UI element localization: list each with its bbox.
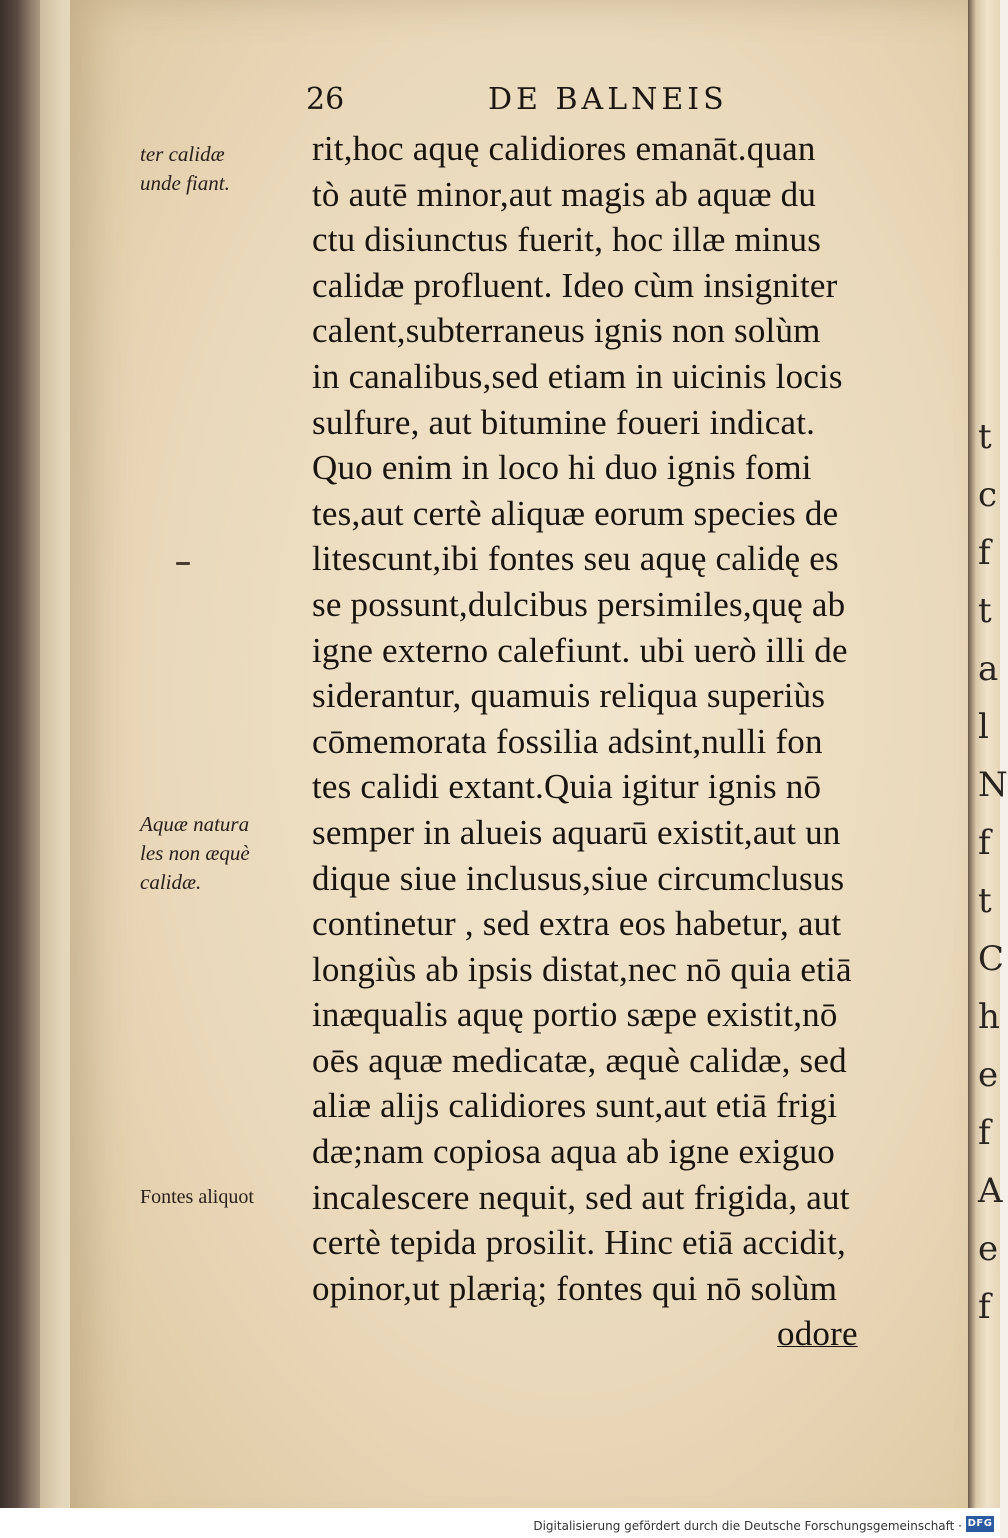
text-line: cōmemorata fossilia adsint,nulli fon [312, 721, 823, 761]
text-line: oēs aquæ medicatæ, æquè calidæ, sed [312, 1040, 847, 1080]
text-line: tò autē minor,aut magis ab aquæ du [312, 174, 817, 214]
body-text [312, 126, 912, 1357]
text-line: certè tepida prosilit. Hinc etiā accidit, [312, 1223, 846, 1263]
marginal-note-line: les non æquè [140, 841, 250, 865]
running-head: DE BALNEIS [488, 82, 728, 117]
facing-page-fragment: t [978, 591, 992, 631]
text-line: continetur , sed extra eos habetur, aut [312, 904, 842, 944]
facing-page-fragment: A [978, 1171, 1003, 1211]
text-line: sulfure, aut bitumine foueri indicat. [312, 402, 816, 442]
marginal-note [140, 810, 250, 897]
facing-page-fragment: e [978, 1229, 999, 1269]
text-line: rit,hoc aquę calidiores emanāt.quan [312, 129, 816, 168]
facing-page-fragment: t [978, 881, 992, 921]
marginal-note-line: Aquæ natura [140, 812, 250, 836]
marginal-note-line: unde fiant. [140, 171, 230, 195]
marginal-note-line: Fontes aliquot [140, 1186, 254, 1208]
text-line: incalescere nequit, sed aut frigida, aut [312, 1177, 850, 1217]
text-line: dæ;nam copiosa aqua ab igne exiguo [312, 1132, 835, 1172]
funding-credit: Digitalisierung gefördert durch die Deutsche Forschungsgemeinschaft · [533, 1519, 962, 1533]
text-line: siderantur, quamuis reliqua superiùs [312, 676, 826, 716]
marginal-note-line: calidæ. [140, 870, 202, 894]
text-line: in canalibus,sed etiam in uicinis locis [312, 356, 843, 396]
text-line: aliæ alijs calidiores sunt,aut etiā frigi [312, 1086, 838, 1126]
facing-page-fragment: N [978, 765, 1008, 805]
margin-mark [176, 562, 190, 565]
text-line: dique siue inclusus,siue circumclusus [312, 858, 845, 898]
text-line: longiùs ab ipsis distat,nec nō quia etiā [312, 949, 852, 989]
text-line: calent,subterraneus ignis non solùm [312, 311, 821, 351]
catchword: odore [777, 1314, 858, 1354]
dfg-logo-icon: DFG [966, 1516, 994, 1532]
facing-page-fragment: f [978, 823, 991, 863]
facing-page-fragment: t [978, 417, 992, 457]
facing-page-fragment: f [978, 533, 991, 573]
facing-page-fragment: a [978, 649, 999, 689]
text-line: ctu disiunctus fuerit, hoc illæ minus [312, 220, 822, 260]
text-line: litescunt,ibi fontes seu aquę calidę es [312, 539, 839, 579]
facing-page-fragment: C [978, 939, 1005, 979]
marginal-note-line: ter calidæ [140, 142, 225, 166]
facing-page-fragment: l [978, 707, 989, 747]
text-line: se possunt,dulcibus persimiles,quę ab [312, 584, 846, 624]
facing-page-fragment: f [978, 1287, 991, 1327]
facing-page-fragment: c [978, 475, 998, 515]
text-line: Quo enim in loco hi duo ignis fomi [312, 448, 812, 488]
facing-page-edge [968, 0, 1008, 1538]
text-line: inæqualis aquę portio sæpe existit,nō [312, 995, 838, 1035]
facing-page-fragment: e [978, 1055, 999, 1095]
text-line: tes calidi extant.Quia igitur ignis nō [312, 767, 822, 807]
text-line: opinor,ut plærią; fontes qui nō solùm [312, 1268, 838, 1308]
text-line: igne externo calefiunt. ubi uerò illi de [312, 630, 848, 670]
text-line: calidæ profluent. Ideo cùm insigniter [312, 265, 838, 305]
page-number: 26 [306, 82, 345, 117]
marginal-note [140, 140, 230, 198]
text-line: semper in alueis aquarū existit,aut un [312, 812, 841, 852]
facing-page-fragment: h [978, 997, 1000, 1037]
marginal-note [140, 1183, 254, 1212]
text-line: tes,aut certè aliquæ eorum species de [312, 493, 839, 533]
facing-page-fragment: f [978, 1113, 991, 1153]
